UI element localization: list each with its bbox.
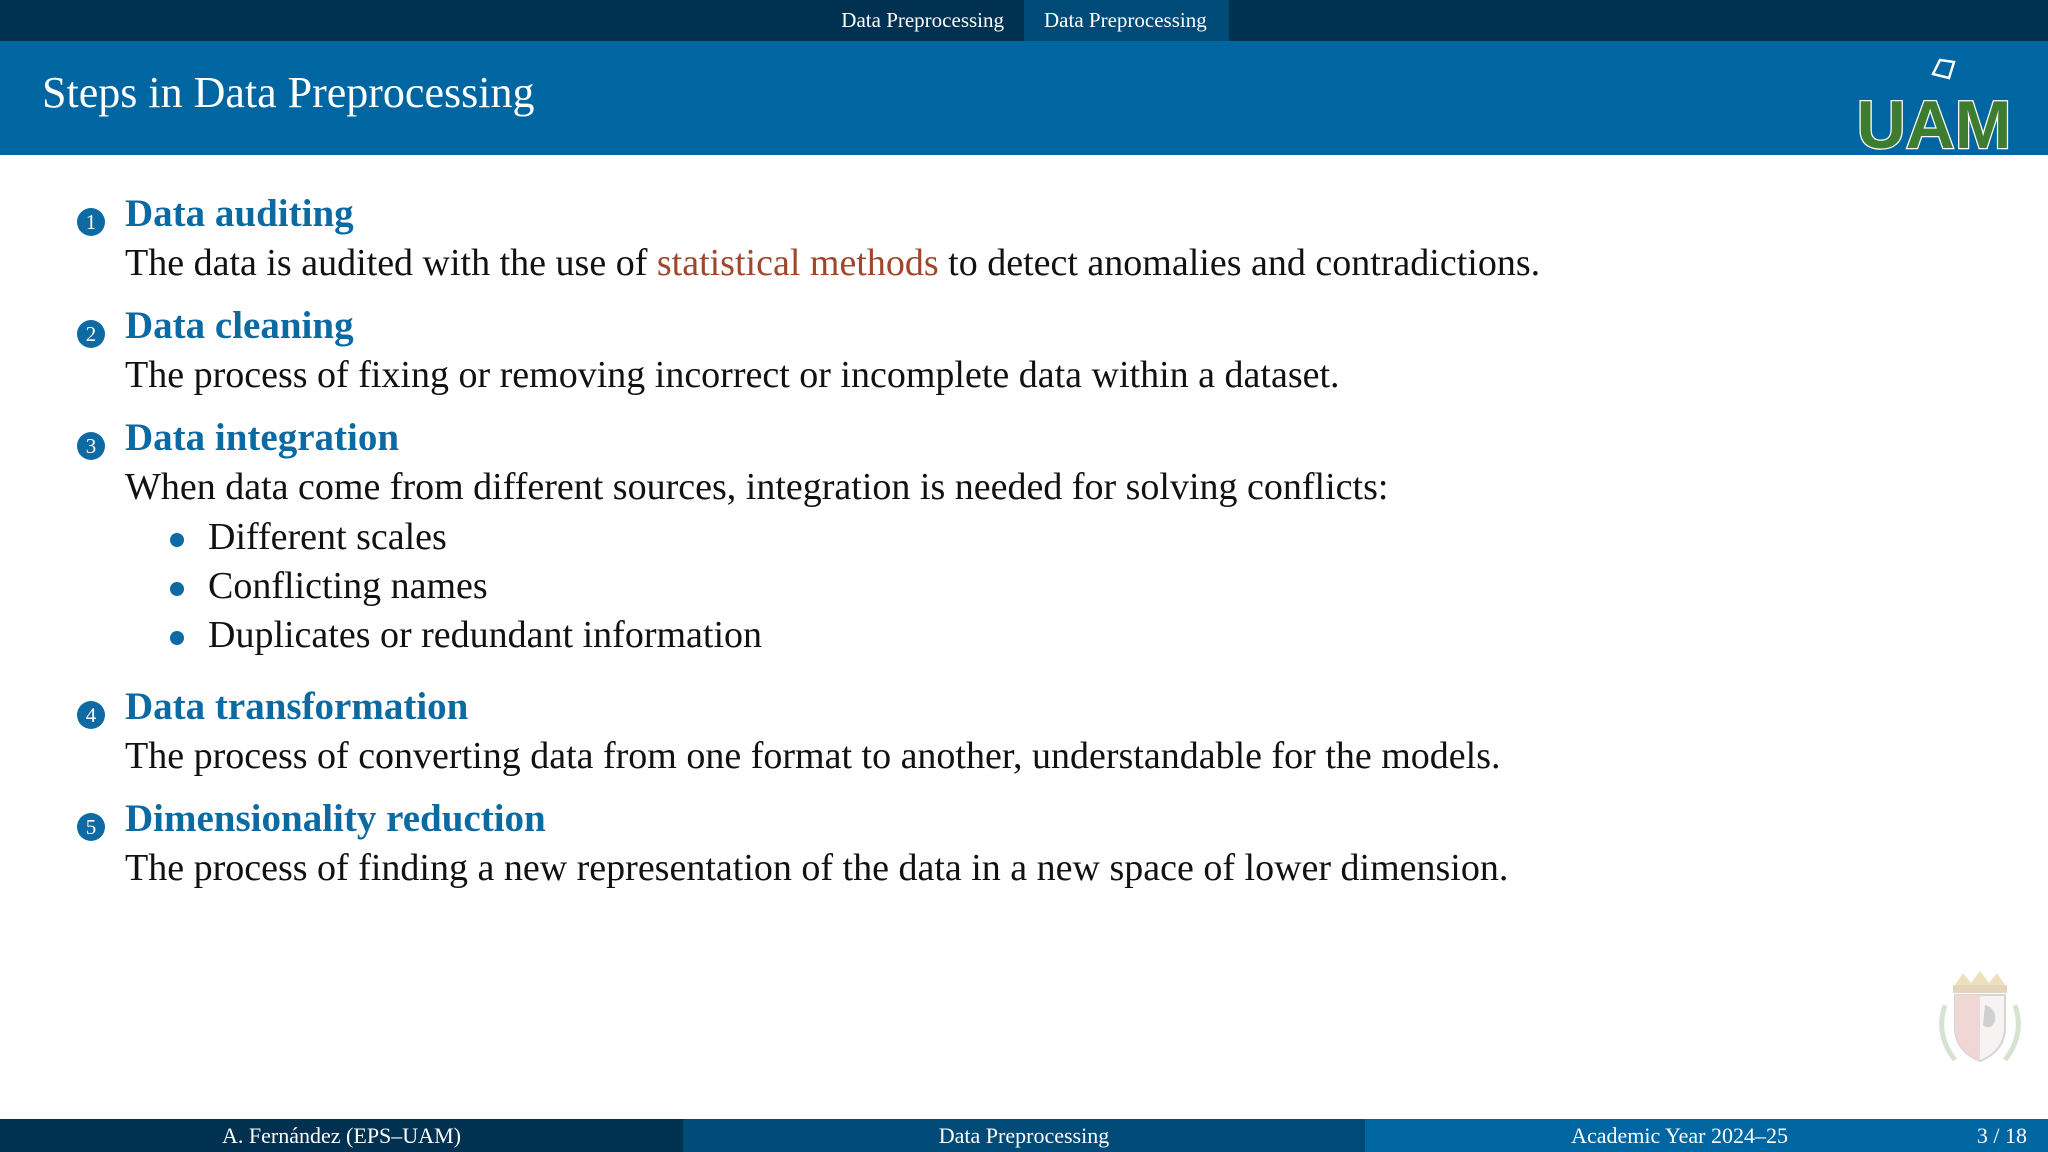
footer-info <box>1365 1119 2048 1152</box>
slide-title: Steps in Data Preprocessing <box>42 68 535 117</box>
footer-title: Data Preprocessing <box>683 1119 1365 1152</box>
slide-title-bar <box>0 41 2048 155</box>
step-number-badge: 1 <box>77 208 105 236</box>
bullet-item: Conflicting names <box>208 565 488 607</box>
step-heading: Data auditing <box>125 192 354 235</box>
step-description: The process of fixing or removing incorrect or incomplete data within a dataset. <box>125 354 1340 396</box>
step-heading: Data cleaning <box>125 304 354 347</box>
nav-tab-section[interactable]: Data Preprocessing <box>841 8 1004 32</box>
uam-logo <box>1854 56 2014 156</box>
footer-academic-year: Academic Year 2024–25 <box>1571 1123 1788 1148</box>
desc-text: The data is audited with the use of <box>125 242 657 284</box>
top-navigation-bar <box>0 0 2048 41</box>
step-number-badge: 5 <box>77 813 105 841</box>
bullet-item: Different scales <box>208 516 447 558</box>
footer-author: A. Fernández (EPS–UAM) <box>0 1119 683 1152</box>
step-heading: Dimensionality reduction <box>125 797 546 840</box>
step-number-badge: 3 <box>77 432 105 460</box>
step-heading: Data transformation <box>125 685 469 728</box>
bullet-item: Duplicates or redundant information <box>208 614 763 656</box>
step-description: When data come from different sources, integration is needed for solving conflicts: <box>125 466 1389 508</box>
footer-bar <box>0 1119 2048 1152</box>
highlighted-term: statistical methods <box>656 242 939 284</box>
bullet-icon <box>170 631 184 645</box>
step-description: The process of converting data from one format to another, understandable for the models. <box>125 735 1501 777</box>
step-heading: Data integration <box>125 416 400 459</box>
bullet-icon <box>170 533 184 547</box>
logo-text: UAM <box>1856 87 2012 156</box>
step-description: The process of finding a new representation of the data in a new space of lower dimension. <box>125 847 1509 889</box>
university-seal-icon <box>1925 965 2035 1075</box>
page-number: 3 / 18 <box>1976 1123 2027 1148</box>
step-number-badge: 4 <box>77 701 105 729</box>
desc-text: to detect anomalies and contradictions. <box>938 242 1541 284</box>
bullet-icon <box>170 582 184 596</box>
nav-tab-subsection[interactable]: Data Preprocessing <box>1024 0 1229 41</box>
step-description <box>125 241 1540 285</box>
step-number-badge: 2 <box>77 320 105 348</box>
